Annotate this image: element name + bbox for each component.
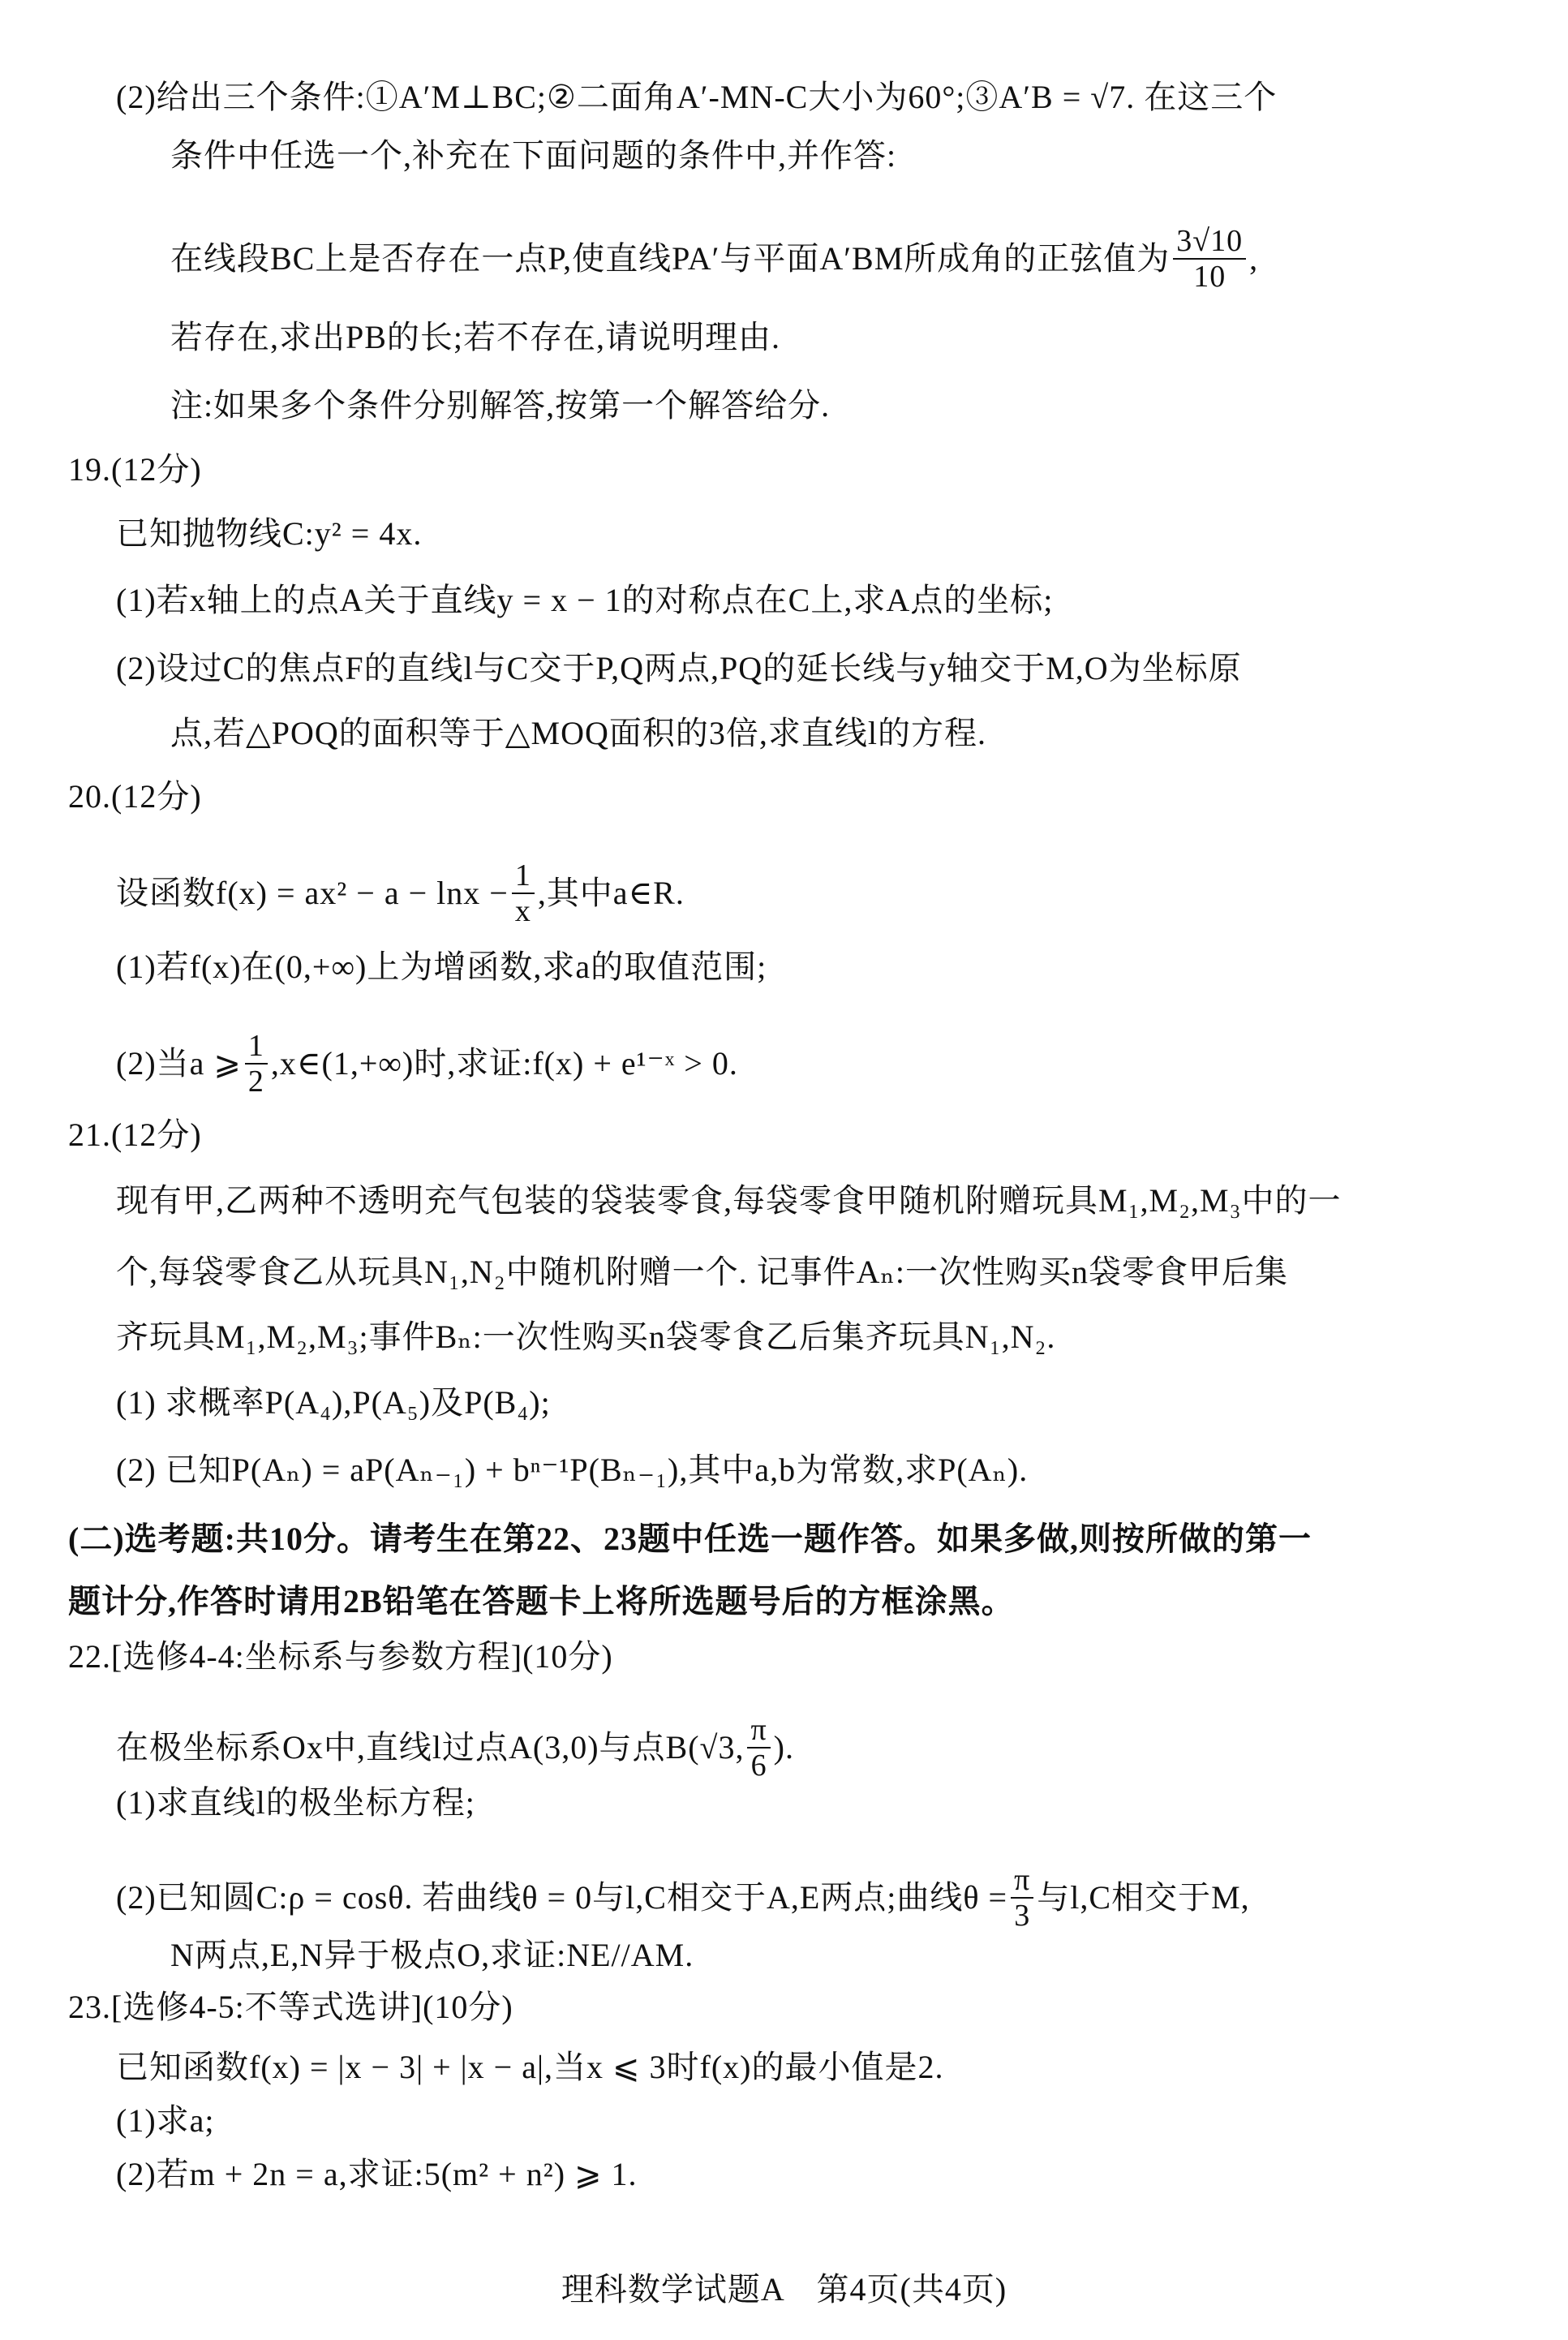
text-segment: 点,若△POQ的面积等于△MOQ面积的3倍,求直线l的方程.: [170, 715, 986, 751]
page-footer: 理科数学试题A 第4页(共4页): [561, 2271, 1007, 2308]
text-line: [170, 318, 780, 357]
text-line: [116, 581, 1053, 620]
text-line: [116, 1383, 551, 1422]
text-segment: 在极坐标系Ox中,直线l过点A(3,0)与点B(√3,: [116, 1729, 745, 1766]
text-segment: ,: [1249, 240, 1259, 277]
text-segment: (1)求直线l的极坐标方程;: [116, 1784, 475, 1821]
text-line: [68, 450, 202, 489]
text-line: [116, 1318, 1055, 1357]
text-segment: (1) 求概率P(A₄),P(A₅)及P(B₄);: [116, 1384, 551, 1421]
text-line: [116, 1783, 475, 1822]
text-line: [170, 136, 896, 175]
fraction-denominator: 6: [750, 1749, 767, 1783]
text-line: [68, 1520, 1312, 1559]
text-segment: ,x∈(1,+∞)时,求证:f(x) + e¹⁻ˣ > 0.: [270, 1045, 738, 1082]
text-segment: (2) 已知P(Aₙ) = aP(Aₙ₋₁) + bⁿ⁻¹P(Bₙ₋₁),其中a,b为常数,求P(Aₙ).: [116, 1452, 1029, 1488]
text-line: [116, 1713, 794, 1786]
text-segment: (2)已知圆C:ρ = cosθ. 若曲线θ = 0与l,C相交于A,E两点;曲线θ =: [116, 1879, 1008, 1916]
text-segment: 23.[选修4-5:不等式选讲](10分): [68, 1989, 513, 2025]
text-segment: ).: [773, 1729, 794, 1766]
text-segment: (二)选考题:共10分。请考生在第22、23题中任选一题作答。如果多做,则按所做的第一: [68, 1521, 1312, 1557]
text-line: [116, 78, 1277, 117]
text-line: [116, 1863, 1250, 1936]
text-line: [170, 1936, 694, 1975]
text-line: [116, 1253, 1288, 1292]
text-line: [68, 777, 202, 816]
text-line: [116, 2048, 943, 2087]
text-line: [68, 1116, 202, 1155]
fraction-numerator: 3√10: [1173, 224, 1246, 260]
fraction-numerator: π: [1011, 1863, 1033, 1899]
text-segment: (2)当a ⩾: [116, 1045, 242, 1082]
fraction-numerator: π: [747, 1713, 770, 1749]
text-segment: 齐玩具M₁,M₂,M₃;事件Bₙ:一次性购买n袋零食乙后集齐玩具N₁,N₂.: [116, 1318, 1056, 1355]
fraction-denominator: 2: [247, 1065, 264, 1099]
text-segment: 已知抛物线C:y² = 4x.: [116, 515, 423, 552]
text-segment: ,其中a∈R.: [537, 875, 685, 912]
fraction-numerator: 1: [245, 1029, 268, 1065]
text-segment: 现有甲,乙两种不透明充气包装的袋装零食,每袋零食甲随机附赠玩具M₁,M₂,M₃中的一: [116, 1182, 1342, 1219]
text-line: [116, 1181, 1342, 1220]
text-segment: 注:如果多个条件分别解答,按第一个解答给分.: [170, 387, 831, 424]
text-line: [116, 1029, 738, 1102]
text-segment: 题计分,作答时请用2B铅笔在答题卡上将所选题号后的方框涂黑。: [68, 1583, 1015, 1620]
fraction: [512, 858, 535, 928]
text-line: [68, 1637, 613, 1676]
text-segment: (1)若x轴上的点A关于直线y = x − 1的对称点在C上,求A点的坐标;: [116, 582, 1054, 618]
text-segment: (1)若f(x)在(0,+∞)上为增函数,求a的取值范围;: [116, 948, 767, 985]
fraction-denominator: x: [514, 894, 531, 928]
text-segment: 个,每袋零食乙从玩具N₁,N₂中随机附赠一个. 记事件Aₙ:一次性购买n袋零食甲后集: [116, 1254, 1288, 1290]
text-segment: 与l,C相交于M,: [1037, 1879, 1250, 1916]
text-line: [170, 224, 1259, 297]
text-line: [170, 386, 830, 425]
fraction: [245, 1029, 268, 1099]
text-line: [68, 1988, 513, 2027]
fraction: [1173, 224, 1246, 294]
text-segment: 20.(12分): [68, 778, 202, 815]
text-line: [116, 2101, 215, 2140]
fraction-denominator: 3: [1014, 1899, 1031, 1933]
text-line: [116, 514, 422, 553]
text-line: [116, 948, 767, 987]
text-segment: 若存在,求出PB的长;若不存在,请说明理由.: [170, 319, 781, 355]
text-segment: 在线段BC上是否存在一点P,使直线PA′与平面A′BM所成角的正弦值为: [170, 240, 1171, 277]
text-line: [116, 858, 685, 931]
text-line: [116, 2155, 638, 2194]
fraction-numerator: 1: [512, 858, 535, 894]
text-segment: 19.(12分): [68, 451, 202, 488]
text-segment: 22.[选修4-4:坐标系与参数方程](10分): [68, 1638, 613, 1675]
text-line: [116, 649, 1242, 688]
text-segment: (2)给出三个条件:①A′M⊥BC;②二面角A′-MN-C大小为60°;③A′B = √7. 在这三个: [116, 79, 1278, 115]
text-segment: N两点,E,N异于极点O,求证:NE//AM.: [170, 1937, 694, 1973]
fraction: [747, 1713, 770, 1783]
text-segment: 21.(12分): [68, 1116, 202, 1153]
fraction: [1011, 1863, 1033, 1933]
text-segment: (2)设过C的焦点F的直线l与C交于P,Q两点,PQ的延长线与y轴交于M,O为坐标原: [116, 650, 1242, 686]
fraction-denominator: 10: [1193, 260, 1226, 294]
text-segment: 已知函数f(x) = |x − 3| + |x − a|,当x ⩽ 3时f(x)的最小值是2.: [116, 2049, 944, 2085]
text-line: [116, 1451, 1028, 1490]
text-line: [170, 714, 986, 753]
text-segment: 条件中任选一个,补充在下面问题的条件中,并作答:: [170, 137, 897, 174]
text-segment: (1)求a;: [116, 2102, 215, 2139]
text-segment: (2)若m + 2n = a,求证:5(m² + n²) ⩾ 1.: [116, 2156, 638, 2192]
text-segment: 设函数f(x) = ax² − a − lnx −: [116, 875, 509, 912]
text-line: [68, 1582, 1015, 1621]
